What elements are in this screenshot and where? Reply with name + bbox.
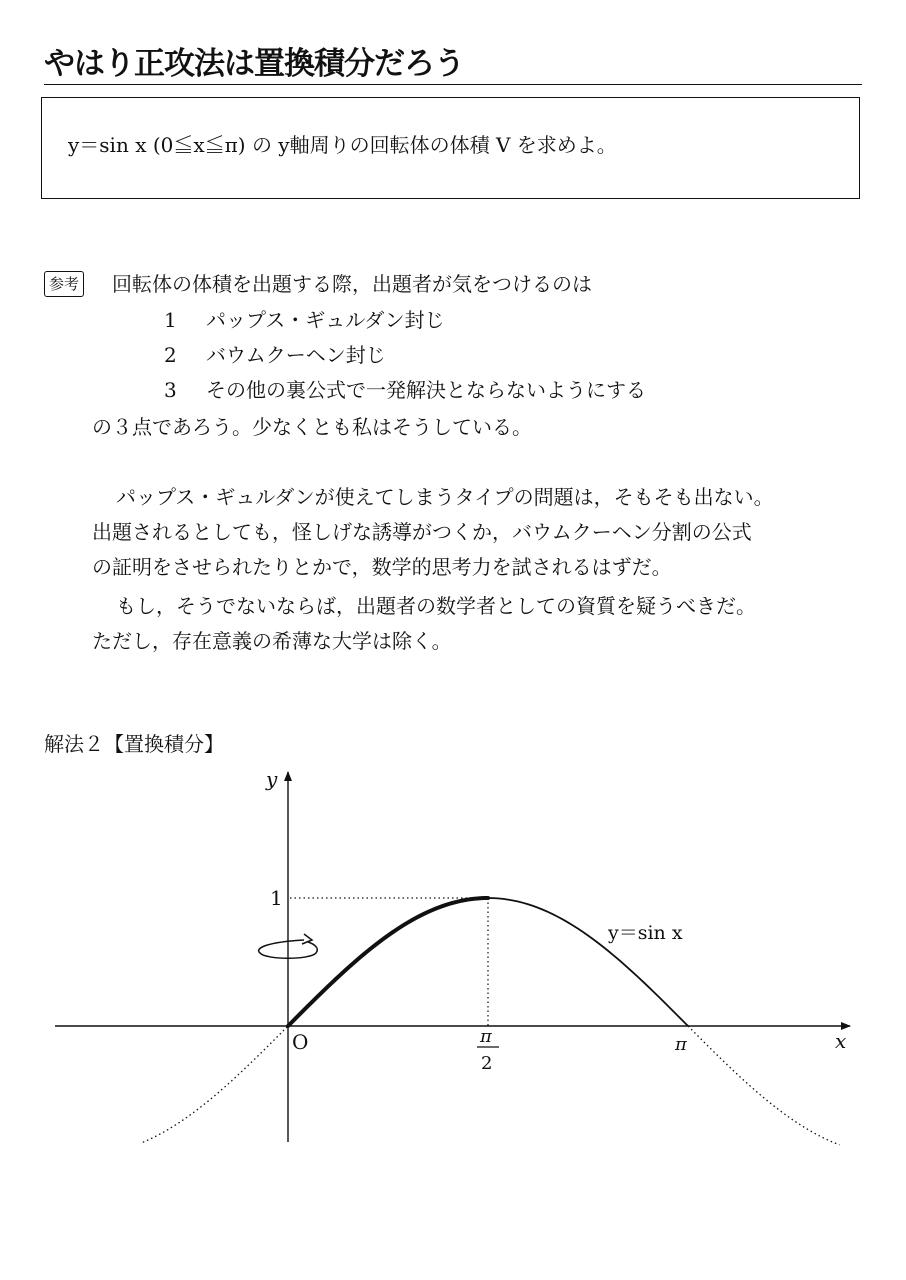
half-pi-denominator: 2 — [481, 1053, 493, 1074]
list-text: バウムクーヘン封じ — [206, 343, 386, 367]
origin-label: O — [292, 1030, 309, 1054]
curve-label: y＝sin x — [608, 922, 683, 944]
sine-curve-highlight — [288, 898, 488, 1026]
reference-intro: 回転体の体積を出題する際，出題者が気をつけるのは — [112, 272, 592, 296]
reference-list-item — [164, 341, 386, 369]
sine-dotted-extension-right — [688, 1026, 840, 1145]
reference-list-item — [164, 376, 646, 404]
body-line: 出題されるとしても，怪しげな誘導がつくか，バウムクーヘン分割の公式 — [92, 520, 752, 544]
half-pi-numerator: π — [480, 1026, 492, 1047]
page-title: やはり正攻法は置換積分だろう — [44, 46, 464, 82]
y-axis-label: y — [266, 767, 278, 791]
sine-graph — [0, 760, 906, 1160]
solution-heading: 解法２【置換積分】 — [44, 732, 224, 756]
problem-box — [41, 97, 860, 199]
reference-conclusion: の３点であろう。少なくとも私はそうしている。 — [92, 415, 532, 439]
list-number: 3 — [164, 378, 177, 402]
list-text: パップス・ギュルダン封じ — [206, 308, 445, 332]
problem-statement: y＝sin x (0≦x≦π) の y軸周りの回転体の体積 V を求めよ。 — [68, 133, 617, 157]
body-line: ただし，存在意義の希薄な大学は除く。 — [92, 629, 452, 653]
y-tick-one: 1 — [270, 886, 283, 910]
reference-list-item — [164, 306, 445, 334]
title-underline — [44, 84, 862, 85]
sine-dotted-extension-left — [143, 1026, 288, 1142]
body-line: の証明をさせられたりとかで，数学的思考力を試されるはずだ。 — [92, 555, 672, 579]
list-number: 2 — [164, 343, 177, 367]
list-number: 1 — [164, 308, 177, 332]
pi-label: π — [675, 1034, 687, 1055]
x-axis-label: x — [835, 1029, 847, 1053]
body-line: パップス・ギュルダンが使えてしまうタイプの問題は，そもそも出ない。 — [116, 485, 774, 509]
list-text: その他の裏公式で一発解決とならないようにする — [206, 378, 646, 402]
reference-badge: 参考 — [44, 271, 84, 297]
body-line: もし，そうでないならば，出題者の数学者としての資質を疑うべきだ。 — [116, 594, 756, 618]
